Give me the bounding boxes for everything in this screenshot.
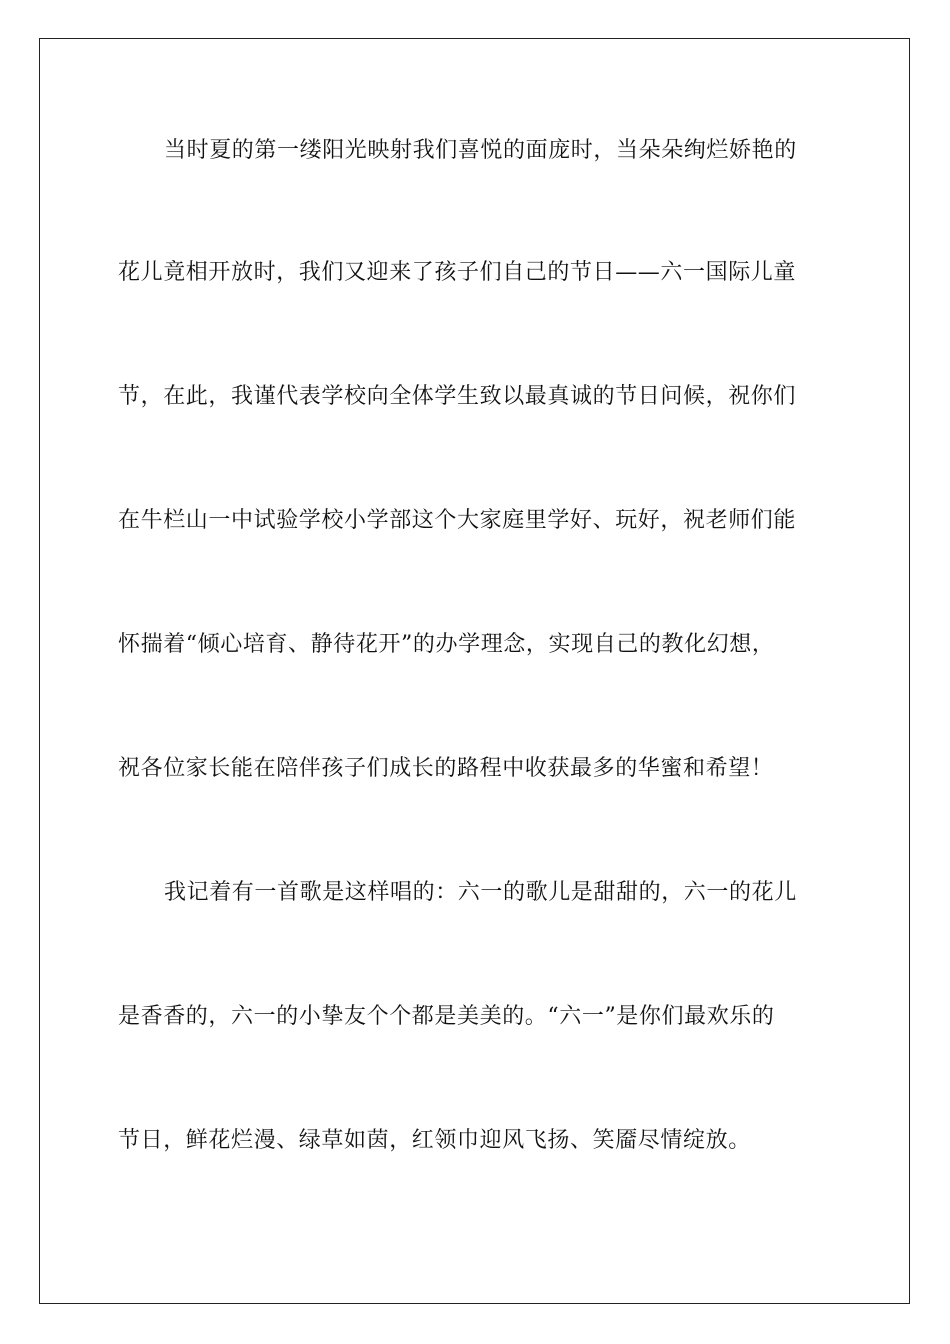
paragraph-line: 我记着有一首歌是这样唱的：六一的歌儿是甜甜的，六一的花儿 (164, 880, 797, 905)
paragraph-line: 在牛栏山一中试验学校小学部这个大家庭里学好、玩好，祝老师们能 (118, 508, 797, 533)
paragraph-line: 节，在此，我谨代表学校向全体学生致以最真诚的节日问候，祝你们 (118, 384, 797, 409)
paragraph-line: 怀揣着“倾心培育、静待花开”的办学理念，实现自己的教化幻想， (118, 632, 775, 657)
paragraph-line: 是香香的，六一的小挚友个个都是美美的。“六一”是你们最欢乐的 (118, 1004, 775, 1029)
paragraph-line: 当时夏的第一缕阳光映射我们喜悦的面庞时，当朵朵绚烂娇艳的 (164, 138, 797, 163)
paragraph-line: 节日，鲜花烂漫、绿草如茵，红领巾迎风飞扬、笑靥尽情绽放。 (118, 1128, 751, 1153)
page-border (39, 38, 910, 1304)
paragraph-line: 祝各位家长能在陪伴孩子们成长的路程中收获最多的华蜜和希望！ (118, 756, 774, 781)
paragraph-line: 花儿竟相开放时，我们又迎来了孩子们自己的节日——六一国际儿童 (118, 260, 797, 285)
